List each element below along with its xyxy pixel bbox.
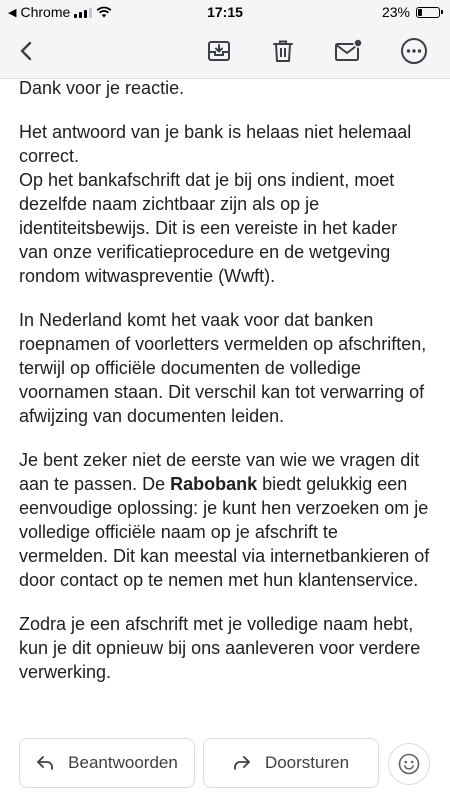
message-paragraph-3 <box>19 448 431 592</box>
bank-name: Rabobank <box>170 474 258 494</box>
smiley-face-icon <box>398 753 420 775</box>
message-paragraph-4: Zodra je een afschrift met je volledige naam hebt, kun je dit opnieuw bij ons aanleveren voor verdere verwerking. <box>19 614 421 682</box>
archive-button[interactable] <box>201 33 237 69</box>
message-paragraph-1: Het antwoord van je bank is helaas niet helemaal correct. Op het bankafschrift dat je bij ons indient, moet dezelfde naam zichtbaar zijn als op je identiteitsbewijs. Dit is een vereiste in het kader van onze verificatieprocedure en de wetgeving rondom witwaspreventie (Wwft). <box>19 122 412 286</box>
mark-unread-button[interactable] <box>330 33 366 69</box>
forward-label: Doorsturen <box>264 753 350 772</box>
back-arrow-icon <box>15 39 39 63</box>
forward-icon <box>233 755 251 771</box>
back-button[interactable] <box>9 33 45 69</box>
add-reaction-button[interactable] <box>388 743 430 785</box>
message-intro: Dank voor je reactie. <box>19 78 185 98</box>
message-actions <box>0 738 450 800</box>
back-triangle-icon: ◀ <box>8 6 17 19</box>
trash-icon <box>270 38 296 64</box>
reply-icon <box>36 755 54 771</box>
message-body <box>19 76 431 704</box>
battery-icon <box>416 7 440 18</box>
battery-percent: 23% <box>381 4 410 20</box>
status-time: 17:15 <box>207 4 243 20</box>
more-options-button[interactable] <box>396 33 432 69</box>
paragraph-3-start: Je bent zeker niet de eerste van wie we vragen dit aan te passen. De <box>19 450 420 494</box>
reply-label: Beantwoorden <box>68 753 178 772</box>
paragraph-3-end: biedt gelukkig een eenvoudige oplossing: je kunt hen verzoeken om je volledige officiële naam op je afschrift te vermelden. Dit kan meestal via internetbankieren of door contact op te nemen met hun klantenservice. <box>19 474 430 590</box>
message-toolbar <box>0 24 450 79</box>
reply-button[interactable] <box>19 738 195 788</box>
back-app-label: Chrome <box>20 4 71 20</box>
delete-button[interactable] <box>265 33 301 69</box>
mark-unread-icon <box>334 38 362 64</box>
status-bar <box>0 0 450 24</box>
message-paragraph-2: In Nederland komt het vaak voor dat banken roepnamen of voorletters vermelden op afschriften, terwijl op officiële documenten de volledige voornamen staan. Dit verschil kan tot verwarring of afwijzing van documenten leiden. <box>19 310 427 426</box>
archive-icon <box>206 38 232 64</box>
battery-status <box>382 4 440 20</box>
forward-button[interactable] <box>203 738 379 788</box>
more-options-icon <box>400 37 428 65</box>
